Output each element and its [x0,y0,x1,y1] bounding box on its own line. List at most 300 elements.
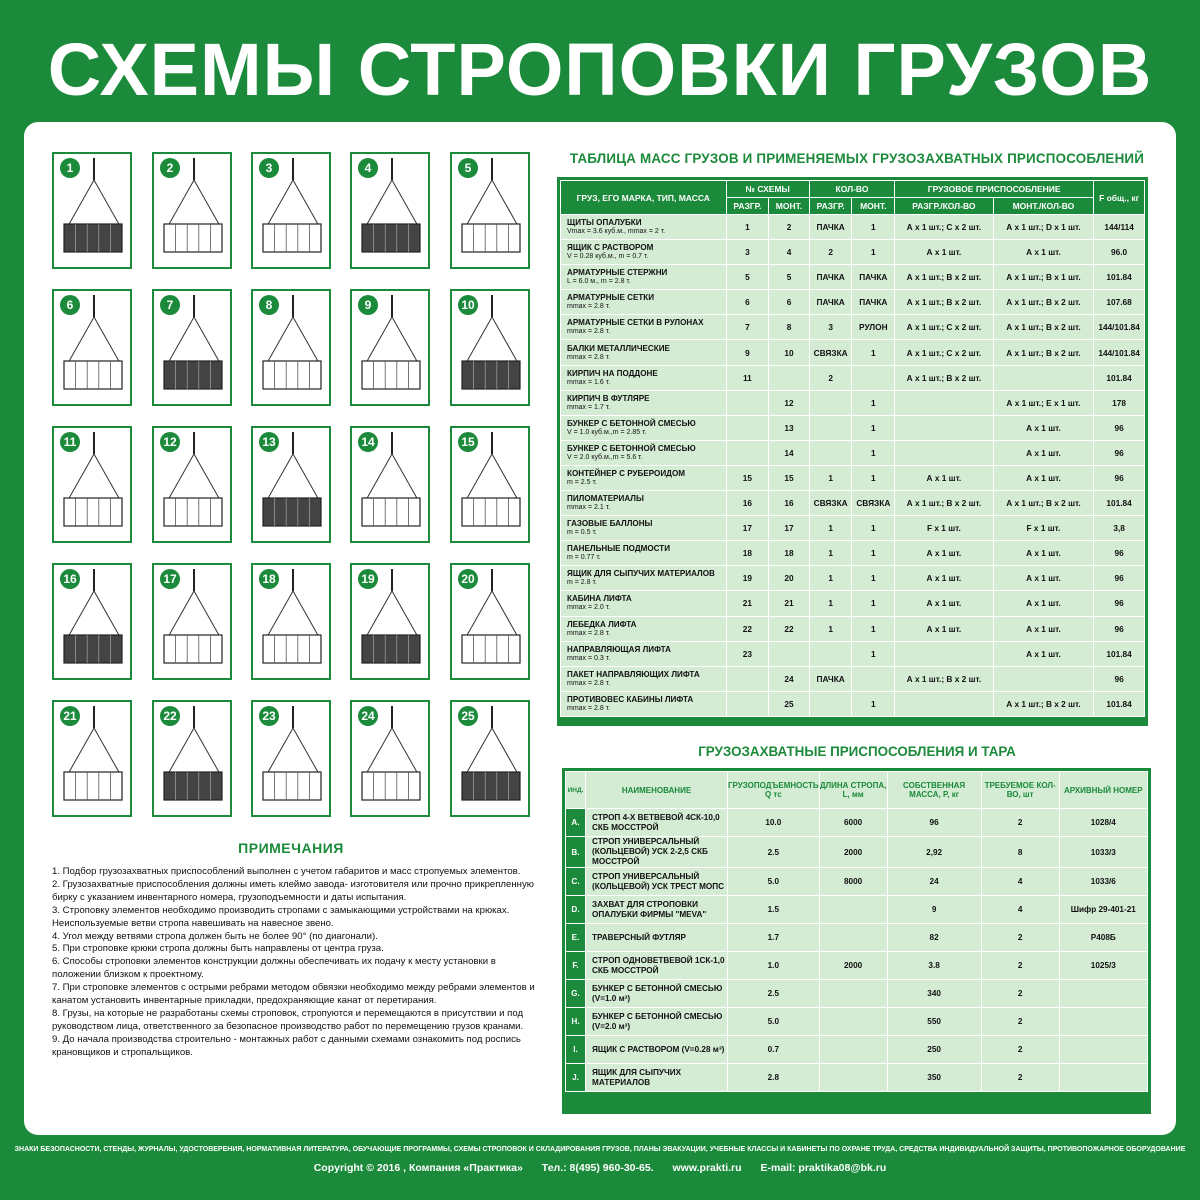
table-row [561,390,1145,415]
cell-f: 96 [1094,591,1145,616]
cell-qty: 2 [981,980,1059,1008]
cell-arch: 1033/3 [1059,837,1147,868]
cell-qty: 2 [981,1064,1059,1092]
cell-q2: 1 [852,616,895,641]
cargo-params: m = 2.8 т. [567,579,597,587]
cell-s2: 2 [769,215,810,240]
header-unload: РАЗГР. [726,198,769,215]
scheme-number: 21 [60,706,80,726]
cell-d2 [993,365,1094,390]
table-row [561,516,1145,541]
cargo-params: mmax = 2.0 т. [567,604,611,612]
scheme-cell [52,289,132,406]
cell-s2: 16 [769,491,810,516]
cargo-name-cell [561,641,727,666]
cell-idx: H. [566,1008,586,1036]
cell-s2: 22 [769,616,810,641]
cell-s1: 17 [726,516,769,541]
cell-arch: Шифр 29-401-21 [1059,896,1147,924]
cargo-name-cell [561,616,727,641]
cell-d2: А х 1 шт.; В х 1 шт. [993,265,1094,290]
cell-d2: А х 1 шт. [993,566,1094,591]
scheme-number: 14 [358,432,378,452]
scheme-cell [52,152,132,269]
cell-s2: 24 [769,666,810,691]
cell-s2: 4 [769,240,810,265]
cargo-name: БУНКЕР С БЕТОННОЙ СМЕСЬЮ [567,443,696,453]
cell-d1: А х 1 шт.; В х 2 шт. [895,265,994,290]
footer-phone: Тел.: 8(495) 960-30-65. [541,1162,654,1174]
table-row [566,1036,1148,1064]
cell-d1: А х 1 шт.; С х 2 шт. [895,215,994,240]
scheme-number: 23 [259,706,279,726]
table-row [561,566,1145,591]
cell-s2: 15 [769,465,810,490]
cell-q1: 1 [809,541,852,566]
table-row [561,340,1145,365]
cell-f: 144/101.84 [1094,315,1145,340]
cell-cap: 10.0 [728,809,820,837]
cargo-name: ПРОТИВОВЕС КАБИНЫ ЛИФТА [567,694,694,704]
cell-f: 3,8 [1094,516,1145,541]
cell-len [819,924,887,952]
cell-mass: 550 [887,1008,981,1036]
cell-qty: 2 [981,952,1059,980]
cell-f: 96 [1094,616,1145,641]
cell-arch [1059,1008,1147,1036]
table-row [561,440,1145,465]
cell-qty: 4 [981,868,1059,896]
cell-q1: ПАЧКА [809,290,852,315]
cargo-name: ПАКЕТ НАПРАВЛЯЮЩИХ ЛИФТА [567,669,700,679]
scheme-number: 19 [358,569,378,589]
scheme-number: 13 [259,432,279,452]
cell-q2: 1 [852,566,895,591]
cargo-name-cell [561,215,727,240]
scheme-cell [52,563,132,680]
cell-s1 [726,390,769,415]
scheme-cell [52,700,132,817]
cargo-name-cell [561,691,727,716]
cell-q1: 1 [809,516,852,541]
cell-d1: А х 1 шт. [895,541,994,566]
cell-idx: G. [566,980,586,1008]
scheme-cell [251,563,331,680]
cargo-name-cell [561,365,727,390]
cell-q1: 1 [809,591,852,616]
scheme-number: 22 [160,706,180,726]
table-row [561,415,1145,440]
cell-name: СТРОП УНИВЕРСАЛЬНЫЙ (КОЛЬЦЕВОЙ) УСК 2-2,5 СКБ МОССТРОЙ [586,837,728,868]
cell-d2: А х 1 шт. [993,465,1094,490]
cargo-name: ПАНЕЛЬНЫЕ ПОДМОСТИ [567,544,671,554]
cell-s1: 3 [726,240,769,265]
cell-d1: А х 1 шт.; В х 2 шт. [895,491,994,516]
cell-qty: 2 [981,1008,1059,1036]
cell-s1: 5 [726,265,769,290]
scheme-cell [350,152,430,269]
page-title: СХЕМЫ СТРОПОВКИ ГРУЗОВ [47,28,1153,111]
note-item: 9. До начала производства строительно - монтажных работ с данными схемами ознакомить под роспись крановщиков и стропальщиков. [52,1033,521,1058]
scheme-cell [152,426,232,543]
scheme-cell [450,152,530,269]
scheme-number: 16 [60,569,80,589]
cell-s2: 17 [769,516,810,541]
footer-email[interactable]: E-mail: praktika08@bk.ru [760,1162,887,1174]
table-row [561,541,1145,566]
cell-q1 [809,440,852,465]
table-row [566,1064,1148,1092]
note-item: 8. Грузы, на которые не разработаны схемы строповок, стропуются и перемещаются в присутствии и под руководством лица, ответственного за безопасное производство работ по перемещению грузов кранами. [52,1007,524,1032]
cell-s2: 18 [769,541,810,566]
scheme-cell [450,700,530,817]
cargo-params: mmax = 0.3 т. [567,654,611,662]
footer-contacts [0,1162,1200,1174]
footer-site[interactable]: www.prakti.ru [672,1162,742,1174]
table2-title: ГРУЗОЗАХВАТНЫЕ ПРИСПОСОБЛЕНИЯ И ТАРА [698,744,1016,759]
cell-idx: I. [566,1036,586,1064]
cell-qty: 2 [981,1036,1059,1064]
cargo-params: mmax = 1.6 т. [567,378,611,386]
cell-idx: E. [566,924,586,952]
table-row [561,491,1145,516]
cell-f: 96 [1094,541,1145,566]
cell-d1: А х 1 шт.; С х 2 шт. [895,340,994,365]
cell-cap: 2.5 [728,980,820,1008]
cell-f: 96 [1094,440,1145,465]
cell-d1: А х 1 шт. [895,465,994,490]
cargo-params: m = 2.5 т. [567,478,597,486]
scheme-number: 12 [160,432,180,452]
table-row [561,240,1145,265]
cell-arch: Р408Б [1059,924,1147,952]
cell-q1 [809,415,852,440]
header-idx: ИНД. [566,772,586,809]
cargo-name: ЯЩИК С РАСТВОРОМ [567,243,654,253]
cell-q1: ПАЧКА [809,666,852,691]
note-item: 4. Угол между ветвями стропа должен быть не более 90° (по диагонали). [52,930,378,942]
scheme-number: 8 [259,295,279,315]
cell-name: ТРАВЕРСНЫЙ ФУТЛЯР [586,924,728,952]
cell-arch: 1025/3 [1059,952,1147,980]
cell-d2: А х 1 шт. [993,616,1094,641]
cell-len [819,1036,887,1064]
header-unload-qty: РАЗГР. [809,198,852,215]
cell-name: ЯЩИК С РАСТВОРОМ (V=0.28 м³) [586,1036,728,1064]
cell-s2: 8 [769,315,810,340]
cell-mass: 3.8 [887,952,981,980]
cell-len [819,1008,887,1036]
cell-mass: 9 [887,896,981,924]
cell-d1: А х 1 шт. [895,240,994,265]
header-scheme: № СХЕМЫ [726,181,809,198]
table-row [566,980,1148,1008]
header-mount-qty: МОНТ. [852,198,895,215]
cell-q2: 1 [852,691,895,716]
scheme-number: 11 [60,432,80,452]
cargo-name-cell [561,315,727,340]
cell-q2: ПАЧКА [852,290,895,315]
cargo-name-cell [561,491,727,516]
scheme-cell [152,700,232,817]
header-mass: СОБСТВЕННАЯ МАССА, P, кг [887,772,981,809]
scheme-number: 17 [160,569,180,589]
cell-cap: 5.0 [728,1008,820,1036]
cargo-name: НАПРАВЛЯЮЩАЯ ЛИФТА [567,644,671,654]
cell-mass: 24 [887,868,981,896]
cell-idx: A. [566,809,586,837]
cell-cap: 1.5 [728,896,820,924]
scheme-number: 6 [60,295,80,315]
note-item: 5. При строповке крюки стропа должны быть направлены от центра груза. [52,943,384,955]
cell-cap: 1.0 [728,952,820,980]
cell-s2: 13 [769,415,810,440]
cell-f: 101.84 [1094,265,1145,290]
header-device-unload: РАЗГР./КОЛ-ВО [895,198,994,215]
cargo-name-cell [561,390,727,415]
cell-s2: 12 [769,390,810,415]
scheme-number: 15 [458,432,478,452]
cargo-params: mmax = 2.1 т. [567,504,611,512]
table-row [566,924,1148,952]
cargo-params: mmax = 2.8 т. [567,679,611,687]
cell-cap: 2.8 [728,1064,820,1092]
cell-s1: 15 [726,465,769,490]
table-row [561,691,1145,716]
cell-d2: А х 1 шт.; В х 2 шт. [993,340,1094,365]
cell-d2: А х 1 шт.; В х 2 шт. [993,290,1094,315]
scheme-number: 18 [259,569,279,589]
table-row [561,215,1145,240]
scheme-cell [450,563,530,680]
table-row [561,365,1145,390]
cell-len [819,980,887,1008]
cell-s1: 21 [726,591,769,616]
cell-q2: 1 [852,541,895,566]
cell-idx: C. [566,868,586,896]
cargo-params: Vmax = 3.6 куб.м., mmax = 2 т. [567,228,666,236]
cell-d1 [895,415,994,440]
scheme-number: 25 [458,706,478,726]
scheme-number: 2 [160,158,180,178]
cell-s1: 6 [726,290,769,315]
scheme-cell [350,426,430,543]
table-row [561,465,1145,490]
cell-d1: А х 1 шт. [895,591,994,616]
cell-arch [1059,1036,1147,1064]
cell-name: СТРОП УНИВЕРСАЛЬНЫЙ (КОЛЬЦЕВОЙ) УСК ТРЕСТ МОПС [586,868,728,896]
scheme-cell [450,426,530,543]
cell-d1 [895,641,994,666]
scheme-cell [251,426,331,543]
scheme-number: 4 [358,158,378,178]
cargo-name: БАЛКИ МЕТАЛЛИЧЕСКИЕ [567,343,670,353]
cargo-name-cell [561,290,727,315]
cell-arch: 1028/4 [1059,809,1147,837]
cargo-params: L = 6.0 м., m = 2.8 т. [567,278,631,286]
cell-q2: 1 [852,240,895,265]
cell-d1 [895,440,994,465]
cell-s1: 11 [726,365,769,390]
cell-d1: А х 1 шт.; С х 2 шт. [895,315,994,340]
table-row [566,896,1148,924]
cell-qty: 2 [981,809,1059,837]
cargo-name: КИРПИЧ В ФУТЛЯРЕ [567,393,650,403]
cell-name: БУНКЕР С БЕТОННОЙ СМЕСЬЮ (V=2.0 м³) [586,1008,728,1036]
cell-d1 [895,691,994,716]
cargo-params: mmax = 2.8 т. [567,328,611,336]
cell-len: 8000 [819,868,887,896]
scheme-number: 24 [358,706,378,726]
scheme-number: 1 [60,158,80,178]
cell-d2: А х 1 шт.; В х 2 шт. [993,315,1094,340]
cargo-mass-table [557,177,1148,726]
cell-q2: 1 [852,390,895,415]
note-item: 1. Подбор грузозахватных приспособлений выполнен с учетом габаритов и масс стропуемых элементов. [52,866,521,877]
cell-s1: 19 [726,566,769,591]
cell-q2: РУЛОН [852,315,895,340]
header-device-mount: МОНТ./КОЛ-ВО [993,198,1094,215]
cargo-name-cell [561,415,727,440]
cell-q1 [809,641,852,666]
cell-d2: А х 1 шт. [993,240,1094,265]
cell-len [819,896,887,924]
scheme-cell [350,563,430,680]
cell-q2 [852,365,895,390]
cell-name: ЯЩИК ДЛЯ СЫПУЧИХ МАТЕРИАЛОВ [586,1064,728,1092]
cargo-params: mmax = 2.8 т. [567,303,611,311]
cargo-params: m = 0.5 т. [567,529,597,537]
cell-len [819,1064,887,1092]
cell-d1: А х 1 шт.; В х 2 шт. [895,290,994,315]
cell-d2: А х 1 шт. [993,641,1094,666]
cell-s2 [769,641,810,666]
cell-len: 2000 [819,952,887,980]
header-qty: КОЛ-ВО [809,181,894,198]
cargo-name-cell [561,516,727,541]
cell-idx: F. [566,952,586,980]
cell-name: БУНКЕР С БЕТОННОЙ СМЕСЬЮ (V=1.0 м³) [586,980,728,1008]
cell-s2: 25 [769,691,810,716]
cell-f: 107.68 [1094,290,1145,315]
cell-s1 [726,666,769,691]
table-row [566,837,1148,868]
table-row [566,1008,1148,1036]
scheme-cell [350,700,430,817]
devices-table [562,768,1151,1114]
cell-f: 96.0 [1094,240,1145,265]
cell-q1: 2 [809,240,852,265]
table-row [561,666,1145,691]
cell-q1: 1 [809,566,852,591]
notes-title: ПРИМЕЧАНИЯ [238,840,344,856]
cell-mass: 82 [887,924,981,952]
cell-d1: А х 1 шт. [895,616,994,641]
cell-s1: 18 [726,541,769,566]
cargo-name: ЯЩИК ДЛЯ СЫПУЧИХ МАТЕРИАЛОВ [567,569,715,579]
scheme-number: 3 [259,158,279,178]
cell-s1: 7 [726,315,769,340]
cargo-name-cell [561,541,727,566]
cell-arch [1059,1064,1147,1092]
notes-list [52,866,542,1060]
cell-arch [1059,980,1147,1008]
cell-d1: А х 1 шт. [895,566,994,591]
header-cargo: ГРУЗ, ЕГО МАРКА, ТИП, МАССА [561,181,727,215]
cell-d2 [993,666,1094,691]
table-row [561,290,1145,315]
scheme-number: 9 [358,295,378,315]
cell-arch: 1033/6 [1059,868,1147,896]
cell-f: 144/114 [1094,215,1145,240]
cell-q2: 1 [852,465,895,490]
cell-f: 96 [1094,415,1145,440]
cargo-params: mmax = 2.8 т. [567,629,611,637]
header-req-qty: ТРЕБУЕМОЕ КОЛ-ВО, шт [981,772,1059,809]
table-row [561,641,1145,666]
cell-s1: 23 [726,641,769,666]
cell-d2: F х 1 шт. [993,516,1094,541]
cargo-params: V = 2.0 куб.м.,m = 5.6 т. [567,453,643,461]
note-item: 2. Грузозахватные приспособления должны иметь клеймо завода- изготовителя или прочно прикрепленную бирку с указанием инвентарного номера, грузоподъемности и даты испытания. [52,878,534,903]
cell-s2: 14 [769,440,810,465]
cargo-name-cell [561,465,727,490]
scheme-number: 20 [458,569,478,589]
scheme-number: 7 [160,295,180,315]
footer-services: ЗНАКИ БЕЗОПАСНОСТИ, СТЕНДЫ, ЖУРНАЛЫ, УДОСТОВЕРЕНИЯ, НОРМАТИВНАЯ ЛИТЕРАТУРА, ОБУЧАЮЩИЕ ПРОГРАММЫ, СХЕМЫ СТРОПОВОК И СКЛАДИРОВАНИЯ ГРУЗОВ, ПЛАНЫ ЭВАКУАЦИИ, УЧЕБНЫЕ КЛАССЫ И КАБИНЕТЫ ПО ОХРАНЕ ТРУДА, СРЕДСТВА ИНДИВИДУАЛЬНОЙ ЗАЩИТЫ, ПРОТИВОПОЖАРНОЕ ОБОРУДОВАНИЕ [14,1146,1186,1153]
header-capacity: ГРУЗОПОДЪЕМНОСТЬ Q тс [728,772,820,809]
header-name: НАИМЕНОВАНИЕ [586,772,728,809]
cell-q1: СВЯЗКА [809,340,852,365]
cell-cap: 2.5 [728,837,820,868]
cell-f: 144/101.84 [1094,340,1145,365]
cargo-name: ЛЕБЕДКА ЛИФТА [567,619,637,629]
cell-s1: 9 [726,340,769,365]
cell-d1 [895,390,994,415]
cell-d2: А х 1 шт.; Е х 1 шт. [993,390,1094,415]
cell-q1: 1 [809,616,852,641]
cargo-name: АРМАТУРНЫЕ СЕТКИ В РУЛОНАХ [567,318,704,328]
cell-q1 [809,691,852,716]
table-row [566,868,1148,896]
cell-d1: А х 1 шт.; В х 2 шт. [895,365,994,390]
cell-f: 96 [1094,465,1145,490]
scheme-cell [251,700,331,817]
cell-len: 2000 [819,837,887,868]
cargo-name: АРМАТУРНЫЕ СТЕРЖНИ [567,268,668,278]
cell-f: 101.84 [1094,691,1145,716]
cell-len: 6000 [819,809,887,837]
cargo-name: АРМАТУРНЫЕ СЕТКИ [567,293,655,303]
cell-q2: СВЯЗКА [852,491,895,516]
cell-q2: 1 [852,440,895,465]
cell-s2 [769,365,810,390]
cargo-params: V = 1.0 куб.м.,m = 2.85 т. [567,428,647,436]
header-archive: АРХИВНЫЙ НОМЕР [1059,772,1147,809]
cell-d1: F х 1 шт. [895,516,994,541]
cell-f: 101.84 [1094,641,1145,666]
cargo-name-cell [561,440,727,465]
cell-q1: 1 [809,465,852,490]
header-weight: F общ., кг [1094,181,1145,215]
cell-d2: А х 1 шт. [993,440,1094,465]
cargo-name-cell [561,265,727,290]
cell-s1: 22 [726,616,769,641]
cargo-name: ГАЗОВЫЕ БАЛЛОНЫ [567,519,653,529]
table-row [561,315,1145,340]
cargo-params: m = 0.77 т. [567,554,601,562]
table1-title: ТАБЛИЦА МАСС ГРУЗОВ И ПРИМЕНЯЕМЫХ ГРУЗОЗАХВАТНЫХ ПРИСПОСОБЛЕНИЙ [569,151,1145,166]
